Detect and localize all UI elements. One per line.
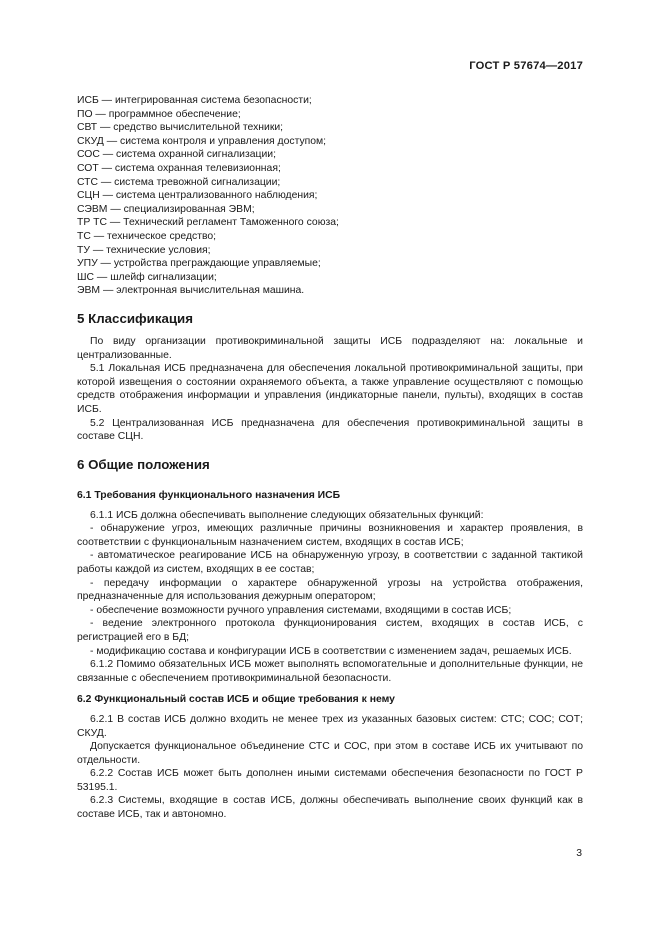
abbreviation-item: ТР ТС — Технический регламент Таможенного союза; xyxy=(77,217,339,229)
section-5-intro: По виду организации противокриминальной защиты ИСБ подразделяют на: локальные и централизованные. xyxy=(77,336,583,361)
abbreviation-item: ПО — программное обеспечение; xyxy=(77,108,241,120)
page-number: 3 xyxy=(576,848,582,859)
function-bullet: - передачу информации о характере обнаруженной угрозы на устройства отображения, предназначенные для использования дежурным оператором; xyxy=(77,577,583,603)
subsection-6-1-title: 6.1 Требования функционального назначения ИСБ xyxy=(77,490,341,501)
abbreviation-item: УПУ — устройства преграждающие управляемые; xyxy=(77,258,321,270)
abbreviation-item: ТС — техническое средство; xyxy=(77,230,217,242)
abbreviation-item: ШС — шлейф сигнализации; xyxy=(77,271,217,283)
function-bullet: - ведение электронного протокола функционирования систем, входящих в состав ИСБ, с регистрацией его в БД; xyxy=(77,618,583,643)
abbreviation-item: ЭВМ — электронная вычислительная машина. xyxy=(77,285,305,297)
section-5 xyxy=(77,311,583,444)
abbreviation-list xyxy=(77,94,587,298)
section-5-title: 5 Классификация xyxy=(77,311,193,326)
standard-code: ГОСТ Р 57674—2017 xyxy=(469,60,583,72)
abbreviation-item: СВТ — средство вычислительной техники; xyxy=(77,122,284,134)
function-bullet: - обнаружение угроз, имеющих различные причины возникновения и характер проявления, в соответствии с функциональным назначением систем, входящих в состав ИСБ; xyxy=(77,523,583,548)
section-6 xyxy=(77,457,583,822)
function-bullet: - модификацию состава и конфигурации ИСБ в соответствии с изменением задач, решаемых ИСБ. xyxy=(90,645,572,657)
paragraph-6-2-1: 6.2.1 В состав ИСБ должно входить не менее трех из указанных базовых систем: СТС; СОС; СОТ; СКУД. xyxy=(77,713,583,739)
section-6-title: 6 Общие положения xyxy=(77,457,210,472)
abbreviation-item: ТУ — технические условия; xyxy=(77,244,211,256)
abbreviation-item: СЭВМ — специализированная ЭВМ; xyxy=(77,203,255,215)
abbreviation-item: СТС — система тревожной сигнализации; xyxy=(77,176,281,188)
paragraph-5-2: 5.2 Централизованная ИСБ предназначена для обеспечения противокриминальной защиты в составе СЦН. xyxy=(77,417,583,443)
abbreviation-item: СКУД — система контроля и управления доступом; xyxy=(77,135,327,147)
paragraph-6-2-3: 6.2.3 Системы, входящие в состав ИСБ, должны обеспечивать выполнение своих функций как в составе ИСБ, так и автономно. xyxy=(77,795,583,821)
function-bullet: - обеспечение возможности ручного управления системами, входящими в состав ИСБ; xyxy=(90,604,512,616)
subsection-6-2-title: 6.2 Функциональный состав ИСБ и общие требования к нему xyxy=(77,694,395,706)
abbreviation-item: СЦН — система централизованного наблюдения; xyxy=(77,190,318,202)
paragraph-6-2-2: 6.2.2 Состав ИСБ может быть дополнен иными системами обеспечения безопасности по ГОСТ Р 53195.1. xyxy=(77,768,583,793)
function-bullet: - автоматическое реагирование ИСБ на обнаруженную угрозу, в соответствии с заданной тактикой работы каждой из систем, входящих в ее состав; xyxy=(77,550,583,575)
paragraph-6-2-1-note: Допускается функциональное объединение СТС и СОС, при этом в составе ИСБ их учитывают по отдельности. xyxy=(77,741,583,766)
abbreviation-item: СОС — система охранной сигнализации; xyxy=(77,149,276,161)
paragraph-5-1: 5.1 Локальная ИСБ предназначена для обеспечения локальной противокриминальной защиты, при которой извещения о состоянии охраняемого объекта, а также управление осуществляют с помощью средств отображения информации и управления (индикаторные панели, пульты), входящих в состав ИСБ. xyxy=(77,363,583,415)
abbreviation-item: ИСБ — интегрированная система безопасности; xyxy=(77,95,312,106)
abbreviation-item: СОТ — система охранная телевизионная; xyxy=(77,162,281,174)
paragraph-6-1-1: 6.1.1 ИСБ должна обеспечивать выполнение следующих обязательных функций: xyxy=(90,509,484,521)
paragraph-6-1-2: 6.1.2 Помимо обязательных ИСБ может выполнять вспомогательные и дополнительные функции, не связанные с обеспечением противокриминальной безопасности. xyxy=(77,659,583,684)
